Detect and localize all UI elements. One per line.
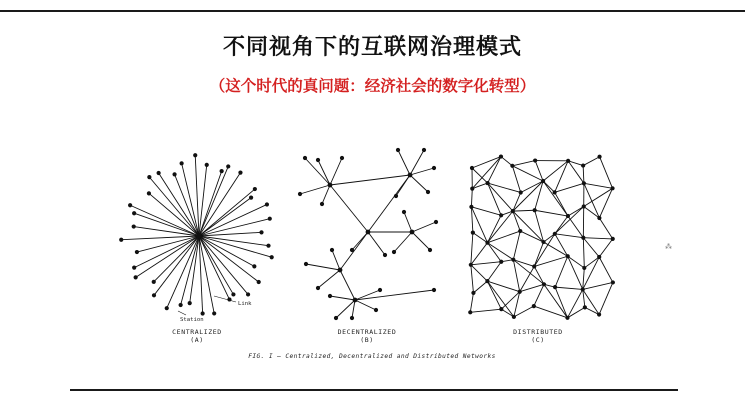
centralized-network <box>119 153 274 315</box>
link <box>330 158 342 185</box>
link <box>521 181 543 192</box>
station-node <box>266 244 270 248</box>
link <box>471 262 501 265</box>
link <box>412 222 436 232</box>
link <box>471 265 474 293</box>
link <box>513 210 535 211</box>
station-node <box>553 285 557 289</box>
link <box>555 161 568 193</box>
link <box>583 238 612 239</box>
station-node <box>383 253 387 257</box>
station-node <box>511 209 515 213</box>
link <box>487 243 513 260</box>
link <box>488 183 513 211</box>
station-node <box>542 282 546 286</box>
link <box>470 293 473 312</box>
station-node <box>201 311 205 315</box>
link <box>583 238 599 257</box>
link <box>513 211 520 231</box>
station-node <box>566 214 570 218</box>
station-node <box>134 275 138 279</box>
station-node <box>132 211 136 215</box>
link <box>330 296 355 300</box>
link <box>472 157 501 168</box>
link <box>134 236 199 268</box>
station-node <box>226 164 230 168</box>
link <box>583 282 613 289</box>
link <box>471 189 472 207</box>
link <box>404 212 412 232</box>
annotation-station-text: Station <box>180 317 204 323</box>
link <box>555 183 584 192</box>
link <box>471 207 472 233</box>
link <box>513 192 521 211</box>
hub-node <box>410 230 415 235</box>
station-node <box>469 263 473 267</box>
station-node <box>298 192 302 196</box>
station-node <box>165 306 169 310</box>
link <box>305 158 330 185</box>
station-node <box>469 205 473 209</box>
station-node <box>316 286 320 290</box>
link <box>471 265 488 281</box>
station-node <box>533 158 537 162</box>
link <box>514 292 520 317</box>
station-node <box>265 202 269 206</box>
station-node <box>471 231 475 235</box>
station-node <box>422 148 426 152</box>
station-node <box>350 316 354 320</box>
distributed-network <box>468 154 615 319</box>
label-decentralized: DECENTRALIZED <box>337 328 397 336</box>
station-node <box>518 229 522 233</box>
station-node <box>485 279 489 283</box>
figure-caption: FIG. I — Centralized, Decentralized and Distributed Networks <box>248 353 496 360</box>
station-node <box>188 301 192 305</box>
station-node <box>180 161 184 165</box>
link <box>487 243 501 262</box>
link <box>555 256 568 287</box>
station-node <box>582 204 586 208</box>
station-node <box>304 262 308 266</box>
link <box>199 236 203 313</box>
link <box>583 238 584 268</box>
station-node <box>499 260 503 264</box>
link <box>534 284 544 306</box>
station-node <box>396 148 400 152</box>
station-node <box>553 190 557 194</box>
link <box>396 175 410 196</box>
station-node <box>432 288 436 292</box>
station-node <box>519 190 523 194</box>
link <box>584 183 613 188</box>
station-node <box>486 181 490 185</box>
station-node <box>541 240 545 244</box>
link <box>534 266 544 284</box>
station-node <box>499 213 503 217</box>
link <box>555 206 584 233</box>
label-centralized: CENTRALIZED <box>172 328 222 336</box>
station-node <box>212 311 216 315</box>
link <box>599 282 613 314</box>
station-node <box>152 280 156 284</box>
link <box>487 262 501 281</box>
station-node <box>434 220 438 224</box>
station-node <box>553 232 557 236</box>
link <box>501 157 512 166</box>
station-node <box>581 163 585 167</box>
station-node <box>303 156 307 160</box>
bottom-rule <box>70 389 678 391</box>
station-node <box>132 224 136 228</box>
station-node <box>611 280 615 284</box>
link <box>340 232 368 270</box>
station-node <box>597 255 601 259</box>
station-node <box>499 307 503 311</box>
link <box>583 157 599 166</box>
station-node <box>426 190 430 194</box>
station-node <box>583 305 587 309</box>
station-node <box>499 154 503 158</box>
link <box>355 300 376 310</box>
station-node <box>611 237 615 241</box>
station-node <box>581 236 585 240</box>
link <box>340 270 355 300</box>
sublabel-decentralized: (B) <box>360 336 374 344</box>
station-node <box>402 210 406 214</box>
link <box>398 150 410 175</box>
hub-node <box>408 173 413 178</box>
station-node <box>172 172 176 176</box>
station-node <box>330 248 334 252</box>
station-node <box>231 292 235 296</box>
station-node <box>394 194 398 198</box>
station-node <box>532 304 536 308</box>
link <box>470 309 501 312</box>
link <box>322 185 330 204</box>
link <box>512 161 535 166</box>
link <box>513 260 534 267</box>
link <box>488 183 521 192</box>
link <box>584 257 599 268</box>
station-node <box>268 217 272 221</box>
corner-mark: ⁂ <box>665 243 672 251</box>
station-node <box>350 248 354 252</box>
link <box>555 287 583 289</box>
station-node <box>597 312 601 316</box>
station-node <box>511 258 515 262</box>
station-node <box>246 292 250 296</box>
link <box>568 161 584 183</box>
station-node <box>316 158 320 162</box>
link <box>473 281 487 293</box>
station-node <box>533 208 537 212</box>
station-node <box>428 248 432 252</box>
link <box>394 232 412 252</box>
link <box>535 210 568 216</box>
link <box>488 183 502 215</box>
link <box>199 236 254 266</box>
hub-node <box>353 298 358 303</box>
station-node <box>340 156 344 160</box>
station-node <box>392 250 396 254</box>
link <box>543 181 568 216</box>
station-node <box>238 171 242 175</box>
station-node <box>532 264 536 268</box>
link <box>555 234 583 238</box>
station-node <box>597 155 601 159</box>
link <box>412 232 430 250</box>
link <box>199 236 214 313</box>
station-node <box>541 179 545 183</box>
station-node <box>518 290 522 294</box>
link <box>318 270 340 288</box>
central-hub-node <box>196 233 201 238</box>
station-node <box>374 308 378 312</box>
station-node <box>512 315 516 319</box>
link <box>583 166 584 184</box>
link <box>368 232 385 255</box>
station-node <box>252 264 256 268</box>
link <box>599 239 613 257</box>
station-node <box>157 171 161 175</box>
link <box>555 192 568 216</box>
link <box>568 161 583 166</box>
station-node <box>378 288 382 292</box>
slide-title: 不同视角下的互联网治理模式 <box>222 34 522 60</box>
link <box>199 236 229 299</box>
link <box>520 231 543 242</box>
link <box>154 236 199 282</box>
station-node <box>566 159 570 163</box>
station-node <box>432 166 436 170</box>
station-node <box>119 238 123 242</box>
link <box>568 206 584 216</box>
link <box>471 243 488 265</box>
station-node <box>334 316 338 320</box>
link <box>514 306 534 317</box>
station-node <box>610 186 614 190</box>
station-node <box>205 163 209 167</box>
link <box>330 175 410 185</box>
station-node <box>485 241 489 245</box>
station-node <box>510 164 514 168</box>
decentralized-network <box>298 148 438 320</box>
link <box>599 218 612 239</box>
station-node <box>468 310 472 314</box>
station-node <box>147 191 151 195</box>
station-node <box>257 280 261 284</box>
station-node <box>270 255 274 259</box>
station-node <box>328 294 332 298</box>
link <box>199 236 248 294</box>
link <box>318 160 330 185</box>
station-node <box>565 316 569 320</box>
annotation-link <box>214 296 252 307</box>
station-node <box>193 153 197 157</box>
sublabel-distributed: (C) <box>531 336 545 344</box>
link <box>583 257 599 289</box>
station-node <box>566 254 570 258</box>
station-node <box>471 291 475 295</box>
link <box>513 231 520 260</box>
link <box>300 185 330 194</box>
link <box>410 175 428 192</box>
link <box>543 161 568 181</box>
station-node <box>220 169 224 173</box>
station-node <box>128 203 132 207</box>
slide-subtitle: （这个时代的真问题：经济社会的数字化转型） <box>209 76 536 95</box>
link <box>368 175 410 232</box>
link <box>599 257 613 282</box>
annotation-link-text: Link <box>238 301 252 307</box>
station-node <box>152 293 156 297</box>
link <box>501 309 514 317</box>
link <box>471 207 501 215</box>
station-node <box>253 187 257 191</box>
link <box>471 233 473 265</box>
station-node <box>259 230 263 234</box>
link <box>501 292 519 309</box>
label-distributed: DISTRIBUTED <box>513 328 563 336</box>
link <box>487 281 513 317</box>
station-node <box>582 266 586 270</box>
station-node <box>249 196 253 200</box>
hub-node <box>338 268 343 273</box>
link <box>332 250 340 270</box>
station-node <box>470 166 474 170</box>
link <box>534 306 568 318</box>
station-node <box>581 287 585 291</box>
hub-node <box>328 183 333 188</box>
hub-node <box>366 230 371 235</box>
station-node <box>147 175 151 179</box>
sublabel-centralized: (A) <box>190 336 204 344</box>
link <box>306 264 340 270</box>
station-node <box>582 181 586 185</box>
link <box>330 185 368 232</box>
annotation-station <box>178 311 204 323</box>
station-node <box>597 216 601 220</box>
station-node <box>470 187 474 191</box>
link <box>352 232 368 250</box>
station-node <box>179 303 183 307</box>
link <box>600 157 613 189</box>
link <box>555 216 568 234</box>
station-node <box>320 202 324 206</box>
station-node <box>132 266 136 270</box>
station-node <box>135 250 139 254</box>
